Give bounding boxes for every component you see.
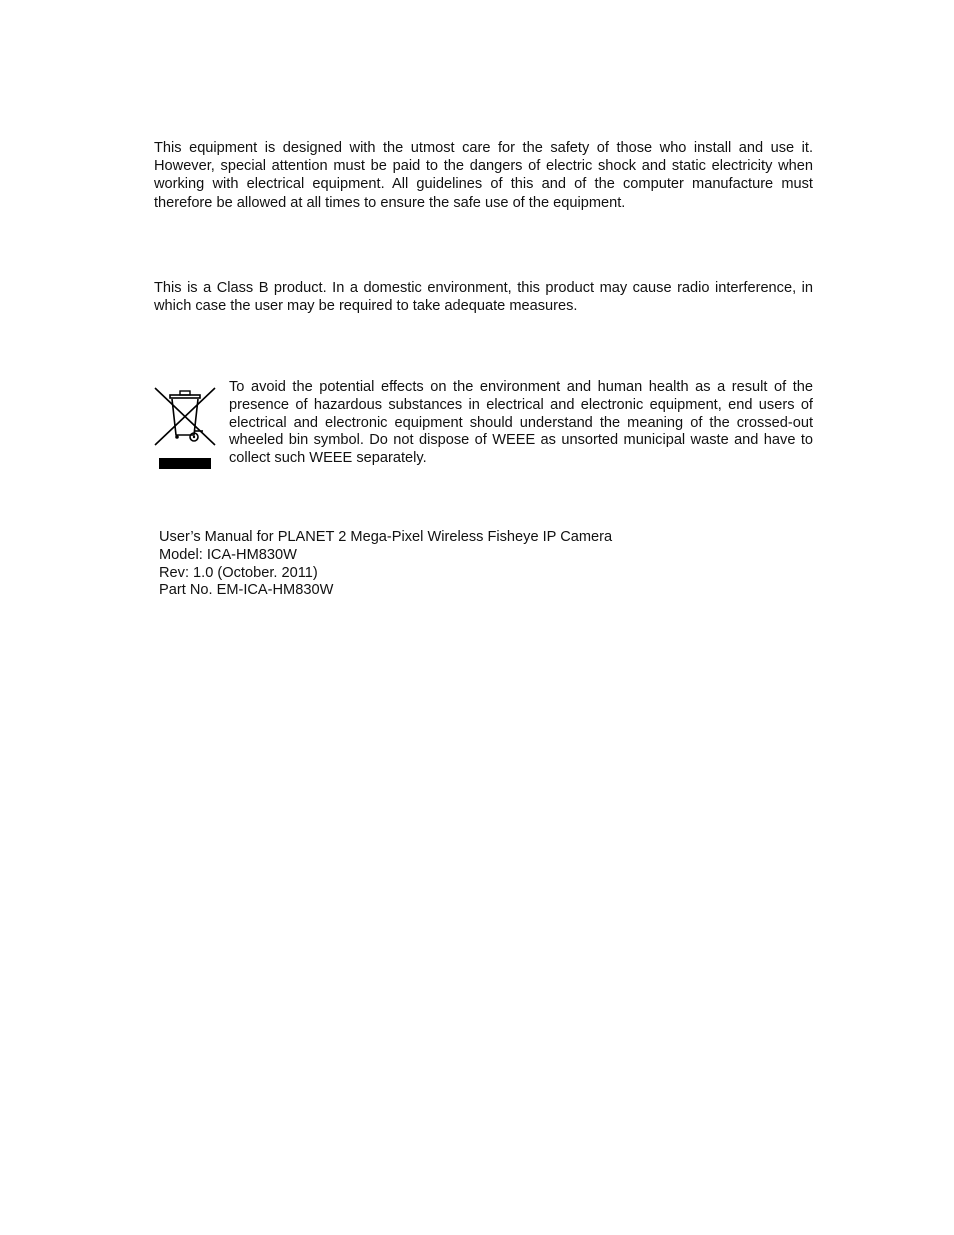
weee-paragraph: To avoid the potential effects on the environment and human health as a result of the presence of hazardous substances in electrical and electronic equipment, end users of electrical and electronic equipment should understand the meaning of the crossed-out wheeled bin symbol. Do not dispose of WEEE as unsorted municipal waste and have to collect such WEEE separately. xyxy=(229,379,813,467)
manual-info xyxy=(159,529,612,600)
class-b-paragraph: This is a Class B product. In a domestic environment, this product may cause radio interference, in which case the user may be required to take adequate measures. xyxy=(154,280,813,315)
manual-title: User’s Manual for PLANET 2 Mega-Pixel Wireless Fisheye IP Camera xyxy=(159,529,613,545)
model-line: Model: ICA-HM830W xyxy=(159,546,297,563)
part-number-line: Part No. EM-ICA-HM830W xyxy=(159,582,334,599)
revision-line: Rev: 1.0 (October. 2011) xyxy=(159,564,318,581)
safety-paragraph: This equipment is designed with the utmost care for the safety of those who install and use it. However, special attention must be paid to the dangers of electric shock and static electricity when working with electrical equipment. All guidelines of this and of the computer manufacture must therefore be allowed at all times to ensure the safe use of the equipment. xyxy=(154,140,813,211)
crossed-out-wheeled-bin-icon xyxy=(153,385,217,473)
